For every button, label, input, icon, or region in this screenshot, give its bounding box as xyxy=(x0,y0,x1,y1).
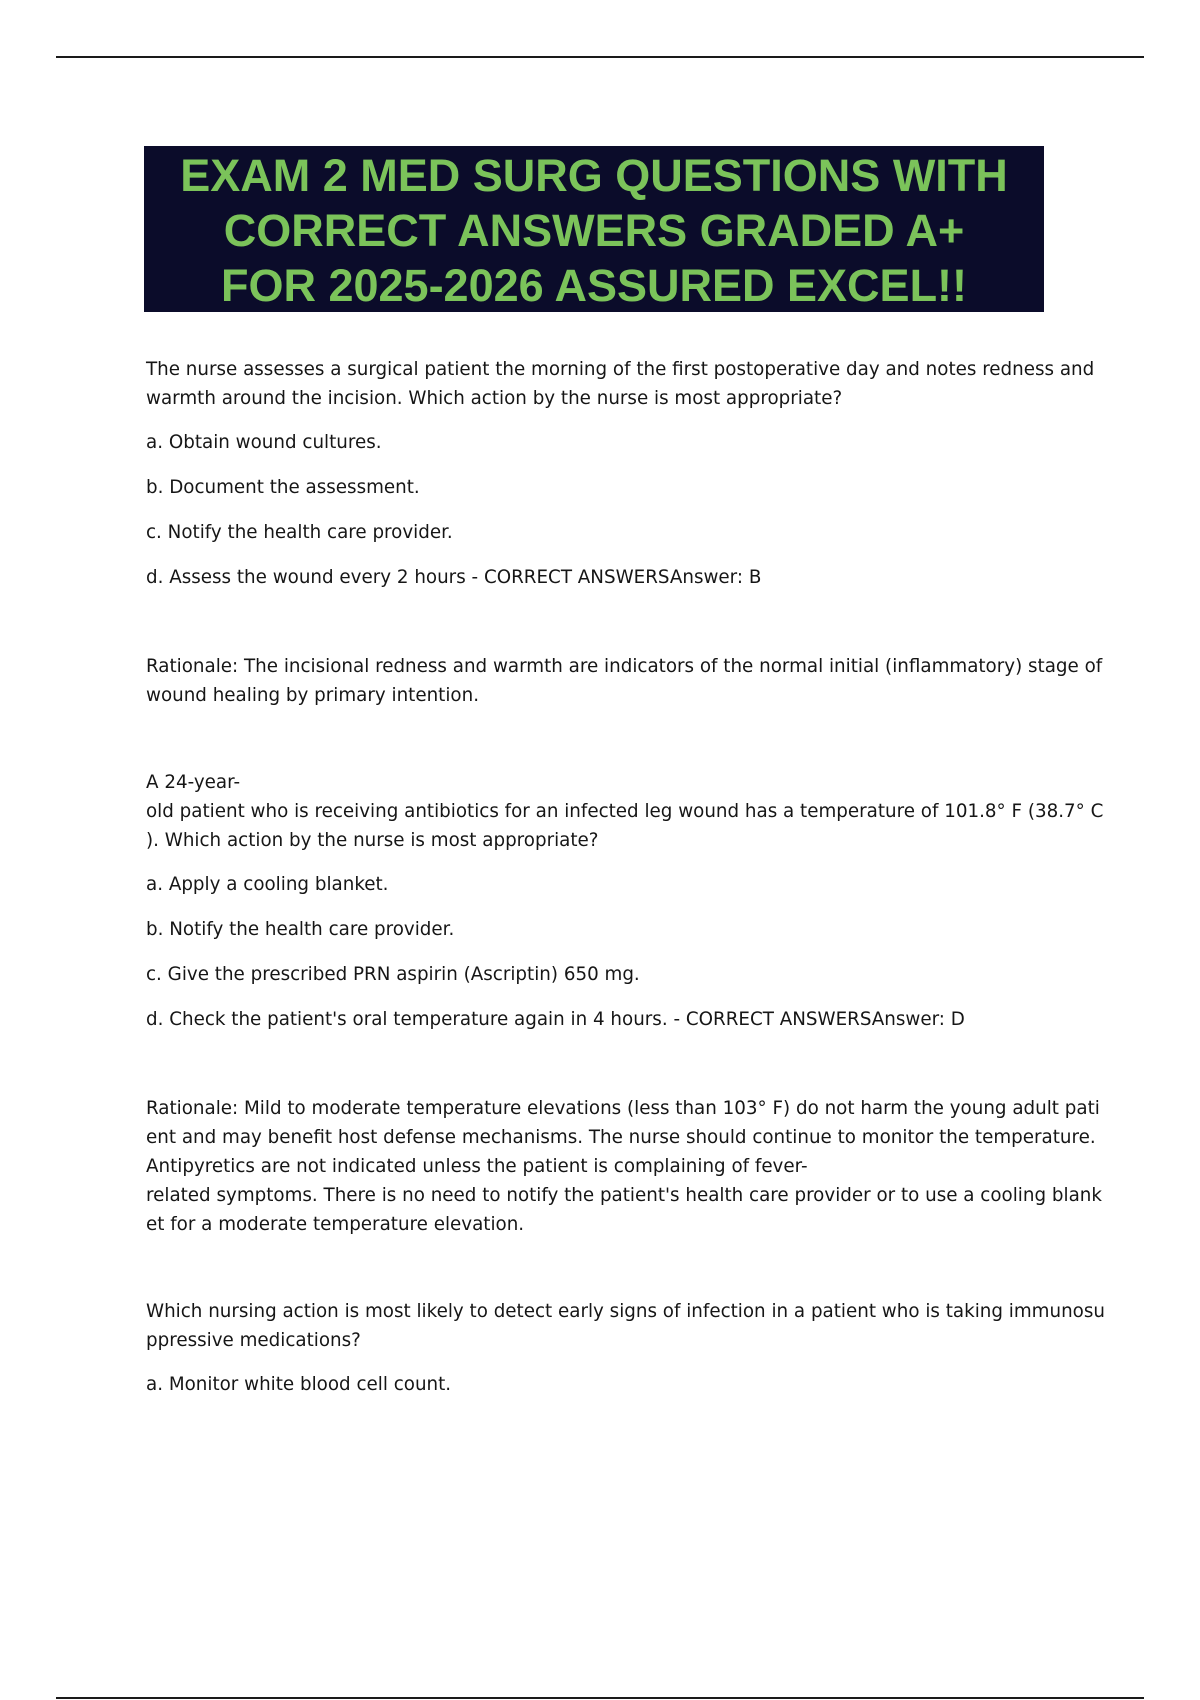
header-rule xyxy=(56,56,1144,58)
question-stem: A 24-year- old patient who is receiving antibiotics for an infected leg wound has a temperature of 101.8° F (38.7° C ). Which action by the nurse is most appropriate? xyxy=(146,772,1104,851)
answer-option: b. Notify the health care provider. xyxy=(146,919,455,940)
footer-rule xyxy=(56,1697,1144,1699)
answer-option: a. Apply a cooling blanket. xyxy=(146,874,389,895)
document-body xyxy=(146,355,1105,1415)
answer-option-with-key: d. Check the patient's oral temperature again in 4 hours. - CORRECT ANSWERSAnswer: D xyxy=(146,1009,965,1030)
answer-option: c. Notify the health care provider. xyxy=(146,522,453,543)
title-line: CORRECT ANSWERS GRADED A+ xyxy=(223,205,965,256)
answer-option: a. Monitor white blood cell count. xyxy=(146,1374,452,1395)
title-banner xyxy=(144,146,1044,312)
title-line: EXAM 2 MED SURG QUESTIONS WITH xyxy=(180,150,1008,201)
question-stem: The nurse assesses a surgical patient the morning of the first postoperative day and notes redness and warmth around the incision. Which action by the nurse is most appropriate? xyxy=(146,359,1095,409)
answer-option: a. Obtain wound cultures. xyxy=(146,432,382,453)
answer-option-with-key: d. Assess the wound every 2 hours - CORRECT ANSWERSAnswer: B xyxy=(146,567,762,588)
answer-option: c. Give the prescribed PRN aspirin (Ascriptin) 650 mg. xyxy=(146,964,640,985)
question-stem: Which nursing action is most likely to detect early signs of infection in a patient who is taking immunosu ppressive medications? xyxy=(146,1301,1105,1351)
title-line: FOR 2025-2026 ASSURED EXCEL!! xyxy=(220,260,968,311)
rationale: Rationale: The incisional redness and warmth are indicators of the normal initial (inflammatory) stage of wound healing by primary intention. xyxy=(146,656,1103,706)
answer-option: b. Document the assessment. xyxy=(146,477,420,498)
rationale: Rationale: Mild to moderate temperature elevations (less than 103° F) do not harm the young adult pati ent and may benefit host defense mechanisms. The nurse should continue to monitor the temperature. Antipyretics are not indicated unless the patient is complaining of fever- related symptoms. There is no need to notify the patient's health care provider or to use a cooling blank et for a moderate temperature elevation. xyxy=(146,1098,1102,1235)
